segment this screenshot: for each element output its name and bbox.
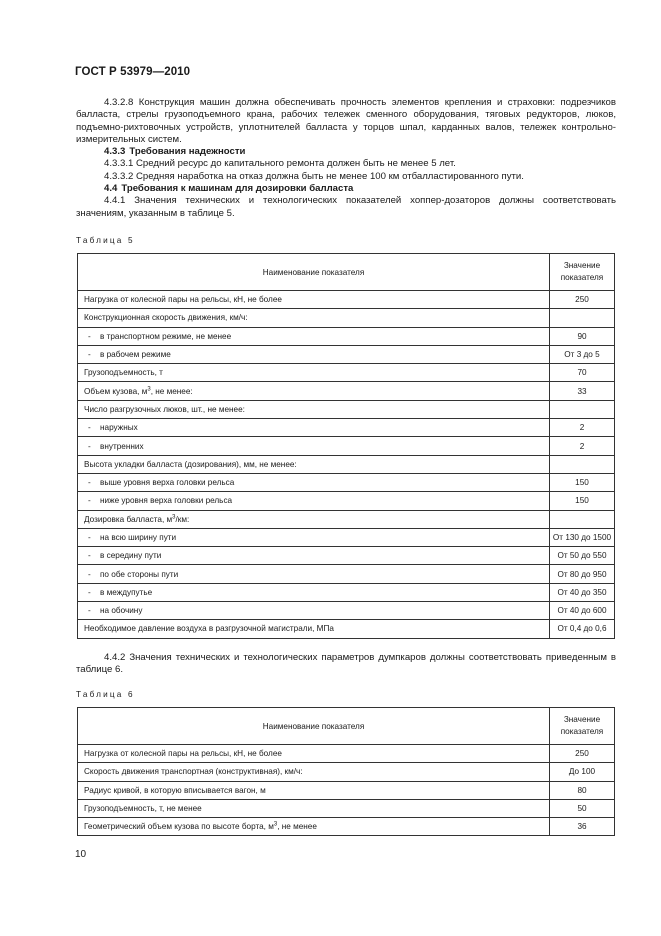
table-row [78,345,615,363]
parameter-name-suffix: , не менее: [150,386,193,396]
list-dash: - [88,533,91,542]
table-row [78,327,615,345]
heading-text: Требования к машинам для дозировки балласта [121,183,354,195]
parameter-name-text: Грузоподъемность, т, не менее [84,804,202,814]
table-header-row [78,254,615,291]
cell-parameter-value: От 130 до 1500 [550,528,615,546]
table-header-row [78,708,615,745]
superscript: 3 [172,513,176,520]
list-dash: - [88,441,91,451]
cell-parameter-value [550,309,615,327]
superscript: 3 [147,385,151,392]
cell-parameter-name [78,799,550,817]
cell-parameter-value [550,400,615,418]
cell-parameter-name [78,620,550,638]
parameter-name-text: выше уровня верха головки рельса [100,478,235,488]
cell-parameter-value: 33 [550,382,615,400]
table-row [78,400,615,418]
cell-parameter-value [550,455,615,473]
list-dash: - [88,331,91,341]
cell-parameter-name [78,602,550,620]
cell-parameter-value: 150 [550,473,615,491]
list-dash: - [88,587,91,597]
table-row [78,602,615,620]
cell-parameter-name [78,309,550,327]
table-5 [77,253,615,639]
paragraph-4-3-2-8: 4.3.2.8 Конструкция машин должна обеспечивать прочность элементов крепления и страховки: подрезчиков балласта, стрелы грузоподъемного крана, рабочих тележек сменного оборудования, тяговых редукторов, люков, подъемно-рихтовочных устройств, уплотнителей балласта у торцов шпал, карданных валов, тележек контрольно-измерительных систем. [76,97,616,145]
table-row [78,492,615,510]
cell-parameter-value: 50 [550,799,615,817]
table-row [78,781,615,799]
table-row [78,309,615,327]
column-header-value: Значение показателя [550,708,615,745]
superscript: 3 [273,821,278,828]
cell-parameter-name [78,818,550,836]
parameter-name-text: Радиус кривой, в которую вписывается вагон, м [84,785,266,795]
table-row [78,583,615,601]
cell-parameter-name [78,528,550,546]
table-row [78,473,615,491]
parameter-name-text: в рабочем режиме [100,350,171,360]
list-dash: - [88,496,91,506]
parameter-name-text: Необходимое давление воздуха в разгрузочной магистрали, МПа [84,624,334,634]
parameter-name-text: Высота укладки балласта (дозирования), мм, не менее: [84,459,297,469]
heading-number: 4.4 [104,183,118,195]
cell-parameter-name [78,327,550,345]
cell-parameter-name [78,781,550,799]
cell-parameter-value: 2 [550,437,615,455]
section-text [76,97,616,220]
parameter-name-text: Дозировка балласта, м [84,514,173,524]
list-dash: - [88,606,91,616]
table-row [78,455,615,473]
list-dash: - [88,551,91,561]
list-dash: - [88,350,91,360]
table-row [78,763,615,781]
cell-parameter-name [78,437,550,455]
cell-parameter-value: 80 [550,781,615,799]
parameter-name-text: на обочину [100,606,143,616]
cell-parameter-value [550,510,615,528]
parameter-name-text: в транспортном режиме, не менее [100,331,232,341]
paragraph-4-3-3-1: 4.3.3.1 Средний ресурс до капитального ремонта должен быть не менее 5 лет. [104,158,456,170]
parameter-name-text: Скорость движения транспортная (конструктивная), км/ч: [84,767,303,777]
cell-parameter-name [78,364,550,382]
paragraph-4-4-1: 4.4.1 Значения технических и технологических показателей хоппер-дозаторов должны соответствовать значениям, указанным в таблице 5. [76,195,616,219]
cell-parameter-name [78,400,550,418]
cell-parameter-value: 2 [550,419,615,437]
table-row [78,799,615,817]
table-row [78,291,615,309]
table-row [78,437,615,455]
heading-4-3-3 [76,146,616,158]
cell-parameter-value: 250 [550,745,615,763]
column-header-name: Наименование показателя [78,708,550,745]
cell-parameter-name [78,473,550,491]
table-row [78,620,615,638]
parameter-name-text: внутренних [100,441,144,451]
cell-parameter-name [78,345,550,363]
cell-parameter-name [78,419,550,437]
parameter-name-text: Нагрузка от колесной пары на рельсы, кН, не более [84,295,282,305]
table-row [78,528,615,546]
table-row [78,382,615,400]
paragraph-4-3-3-2: 4.3.3.2 Средняя наработка на отказ должна быть не менее 100 км отбалластированного пути. [104,170,524,182]
cell-parameter-name [78,510,550,528]
parameter-name-text: в междупутье [100,587,153,597]
table-row [78,745,615,763]
cell-parameter-value: От 50 до 550 [550,547,615,565]
cell-parameter-name [78,455,550,473]
list-dash: - [88,478,91,488]
cell-parameter-name [78,565,550,583]
parameter-name-text: по обе стороны пути [100,569,179,579]
section-4-4-2 [76,652,616,677]
cell-parameter-value: От 40 до 600 [550,602,615,620]
cell-parameter-name [78,547,550,565]
column-header-name: Наименование показателя [78,254,550,291]
table-row [78,565,615,583]
cell-parameter-value: От 80 до 950 [550,565,615,583]
parameter-name-text: Конструкционная скорость движения, км/ч: [84,313,248,323]
cell-parameter-name [78,763,550,781]
cell-parameter-value: От 40 до 350 [550,583,615,601]
cell-parameter-value: От 3 до 5 [550,345,615,363]
cell-parameter-name [78,291,550,309]
cell-parameter-name [78,492,550,510]
parameter-name-text: на всю ширину пути [100,533,177,542]
parameter-name-text: Число разгрузочных люков, шт., не менее: [84,404,245,414]
cell-parameter-value: 90 [550,327,615,345]
paragraph-4-4-2: 4.4.2 Значения технических и технологических параметров думпкаров должны соответствовать приведенным в таблице 6. [76,652,616,676]
parameter-name-text: Геометрический объем кузова по высоте борта, м [84,822,274,832]
parameter-name-text: Нагрузка от колесной пары на рельсы, кН, не более [84,749,282,759]
standard-header: ГОСТ Р 53979—2010 [75,66,191,78]
table-row [78,818,615,836]
parameter-name-text: Объем кузова, м [84,386,148,396]
table-6 [77,707,615,836]
table-6-caption: Таблица 6 [76,690,135,699]
cell-parameter-name [78,583,550,601]
list-dash: - [88,423,91,433]
cell-parameter-name [78,745,550,763]
table-row [78,510,615,528]
table-row [78,419,615,437]
table-row [78,547,615,565]
parameter-name-text: в середину пути [100,551,162,561]
cell-parameter-value: 250 [550,291,615,309]
column-header-value: Значение показателя [550,254,615,291]
page-number: 10 [75,849,87,860]
heading-4-4 [76,183,616,195]
cell-parameter-name [78,382,550,400]
cell-parameter-value: 150 [550,492,615,510]
heading-number: 4.3.3 [104,146,126,158]
cell-parameter-value: 70 [550,364,615,382]
list-dash: - [88,569,91,579]
cell-parameter-value: 36 [550,818,615,836]
parameter-name-text: Грузоподъемность, т [84,368,163,378]
parameter-name-suffix: , не менее [277,822,317,832]
cell-parameter-value: От 0,4 до 0,6 [550,620,615,638]
table-row [78,364,615,382]
table-5-caption: Таблица 5 [76,236,135,245]
heading-text: Требования надежности [129,146,246,158]
cell-parameter-value: До 100 [550,763,615,781]
parameter-name-text: наружных [100,423,138,433]
parameter-name-text: ниже уровня верха головки рельса [100,496,233,506]
parameter-name-suffix: /км: [175,514,190,524]
